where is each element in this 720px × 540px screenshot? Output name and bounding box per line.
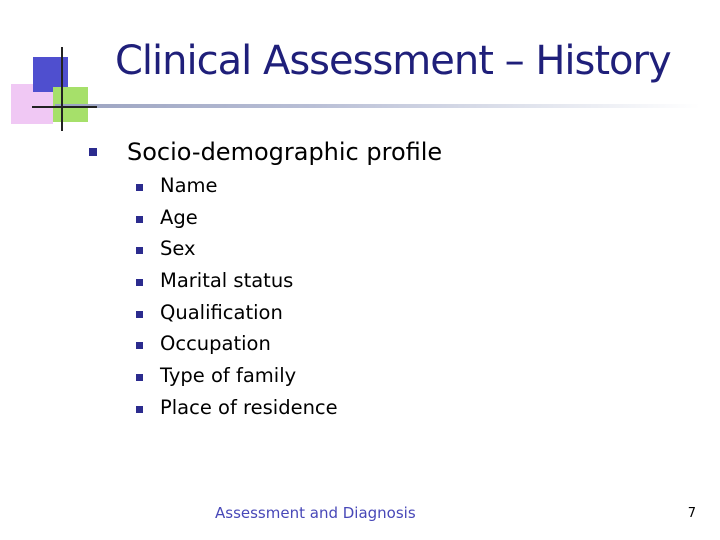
list-item-label: Place of residence xyxy=(160,395,338,419)
list-item-label: Name xyxy=(160,173,218,197)
list-item xyxy=(136,360,338,392)
list-item-label: Qualification xyxy=(160,300,283,324)
logo-vertical-line xyxy=(61,47,63,131)
slide-footer: Assessment and Diagnosis xyxy=(215,504,416,522)
slide-title: Clinical Assessment – History xyxy=(115,38,671,84)
list-item-label: Sex xyxy=(160,237,196,261)
bullet-square-icon xyxy=(89,148,97,156)
page-number: 7 xyxy=(687,506,696,521)
bullet-square-icon xyxy=(136,406,143,413)
list-item xyxy=(136,328,338,360)
bullet-square-icon xyxy=(136,247,143,254)
sub-bullet-list xyxy=(136,170,338,424)
list-item xyxy=(136,233,338,265)
list-item-label: Marital status xyxy=(160,268,294,292)
list-item xyxy=(136,170,338,202)
list-item xyxy=(136,202,338,234)
list-item xyxy=(136,265,338,297)
list-item-label: Type of family xyxy=(160,363,297,387)
bullet-square-icon xyxy=(136,279,143,286)
list-item xyxy=(136,297,338,329)
list-item-label: Occupation xyxy=(160,332,271,356)
bullet-square-icon xyxy=(136,374,143,381)
bullet-square-icon xyxy=(136,216,143,223)
list-item xyxy=(136,392,338,424)
title-underline xyxy=(55,104,700,108)
bullet-square-icon xyxy=(136,311,143,318)
list-item-label: Age xyxy=(160,205,198,229)
bullet-square-icon xyxy=(136,342,143,349)
logo-horizontal-line xyxy=(32,106,97,108)
main-bullet-label: Socio-demographic profile xyxy=(127,138,443,166)
bullet-square-icon xyxy=(136,184,143,191)
